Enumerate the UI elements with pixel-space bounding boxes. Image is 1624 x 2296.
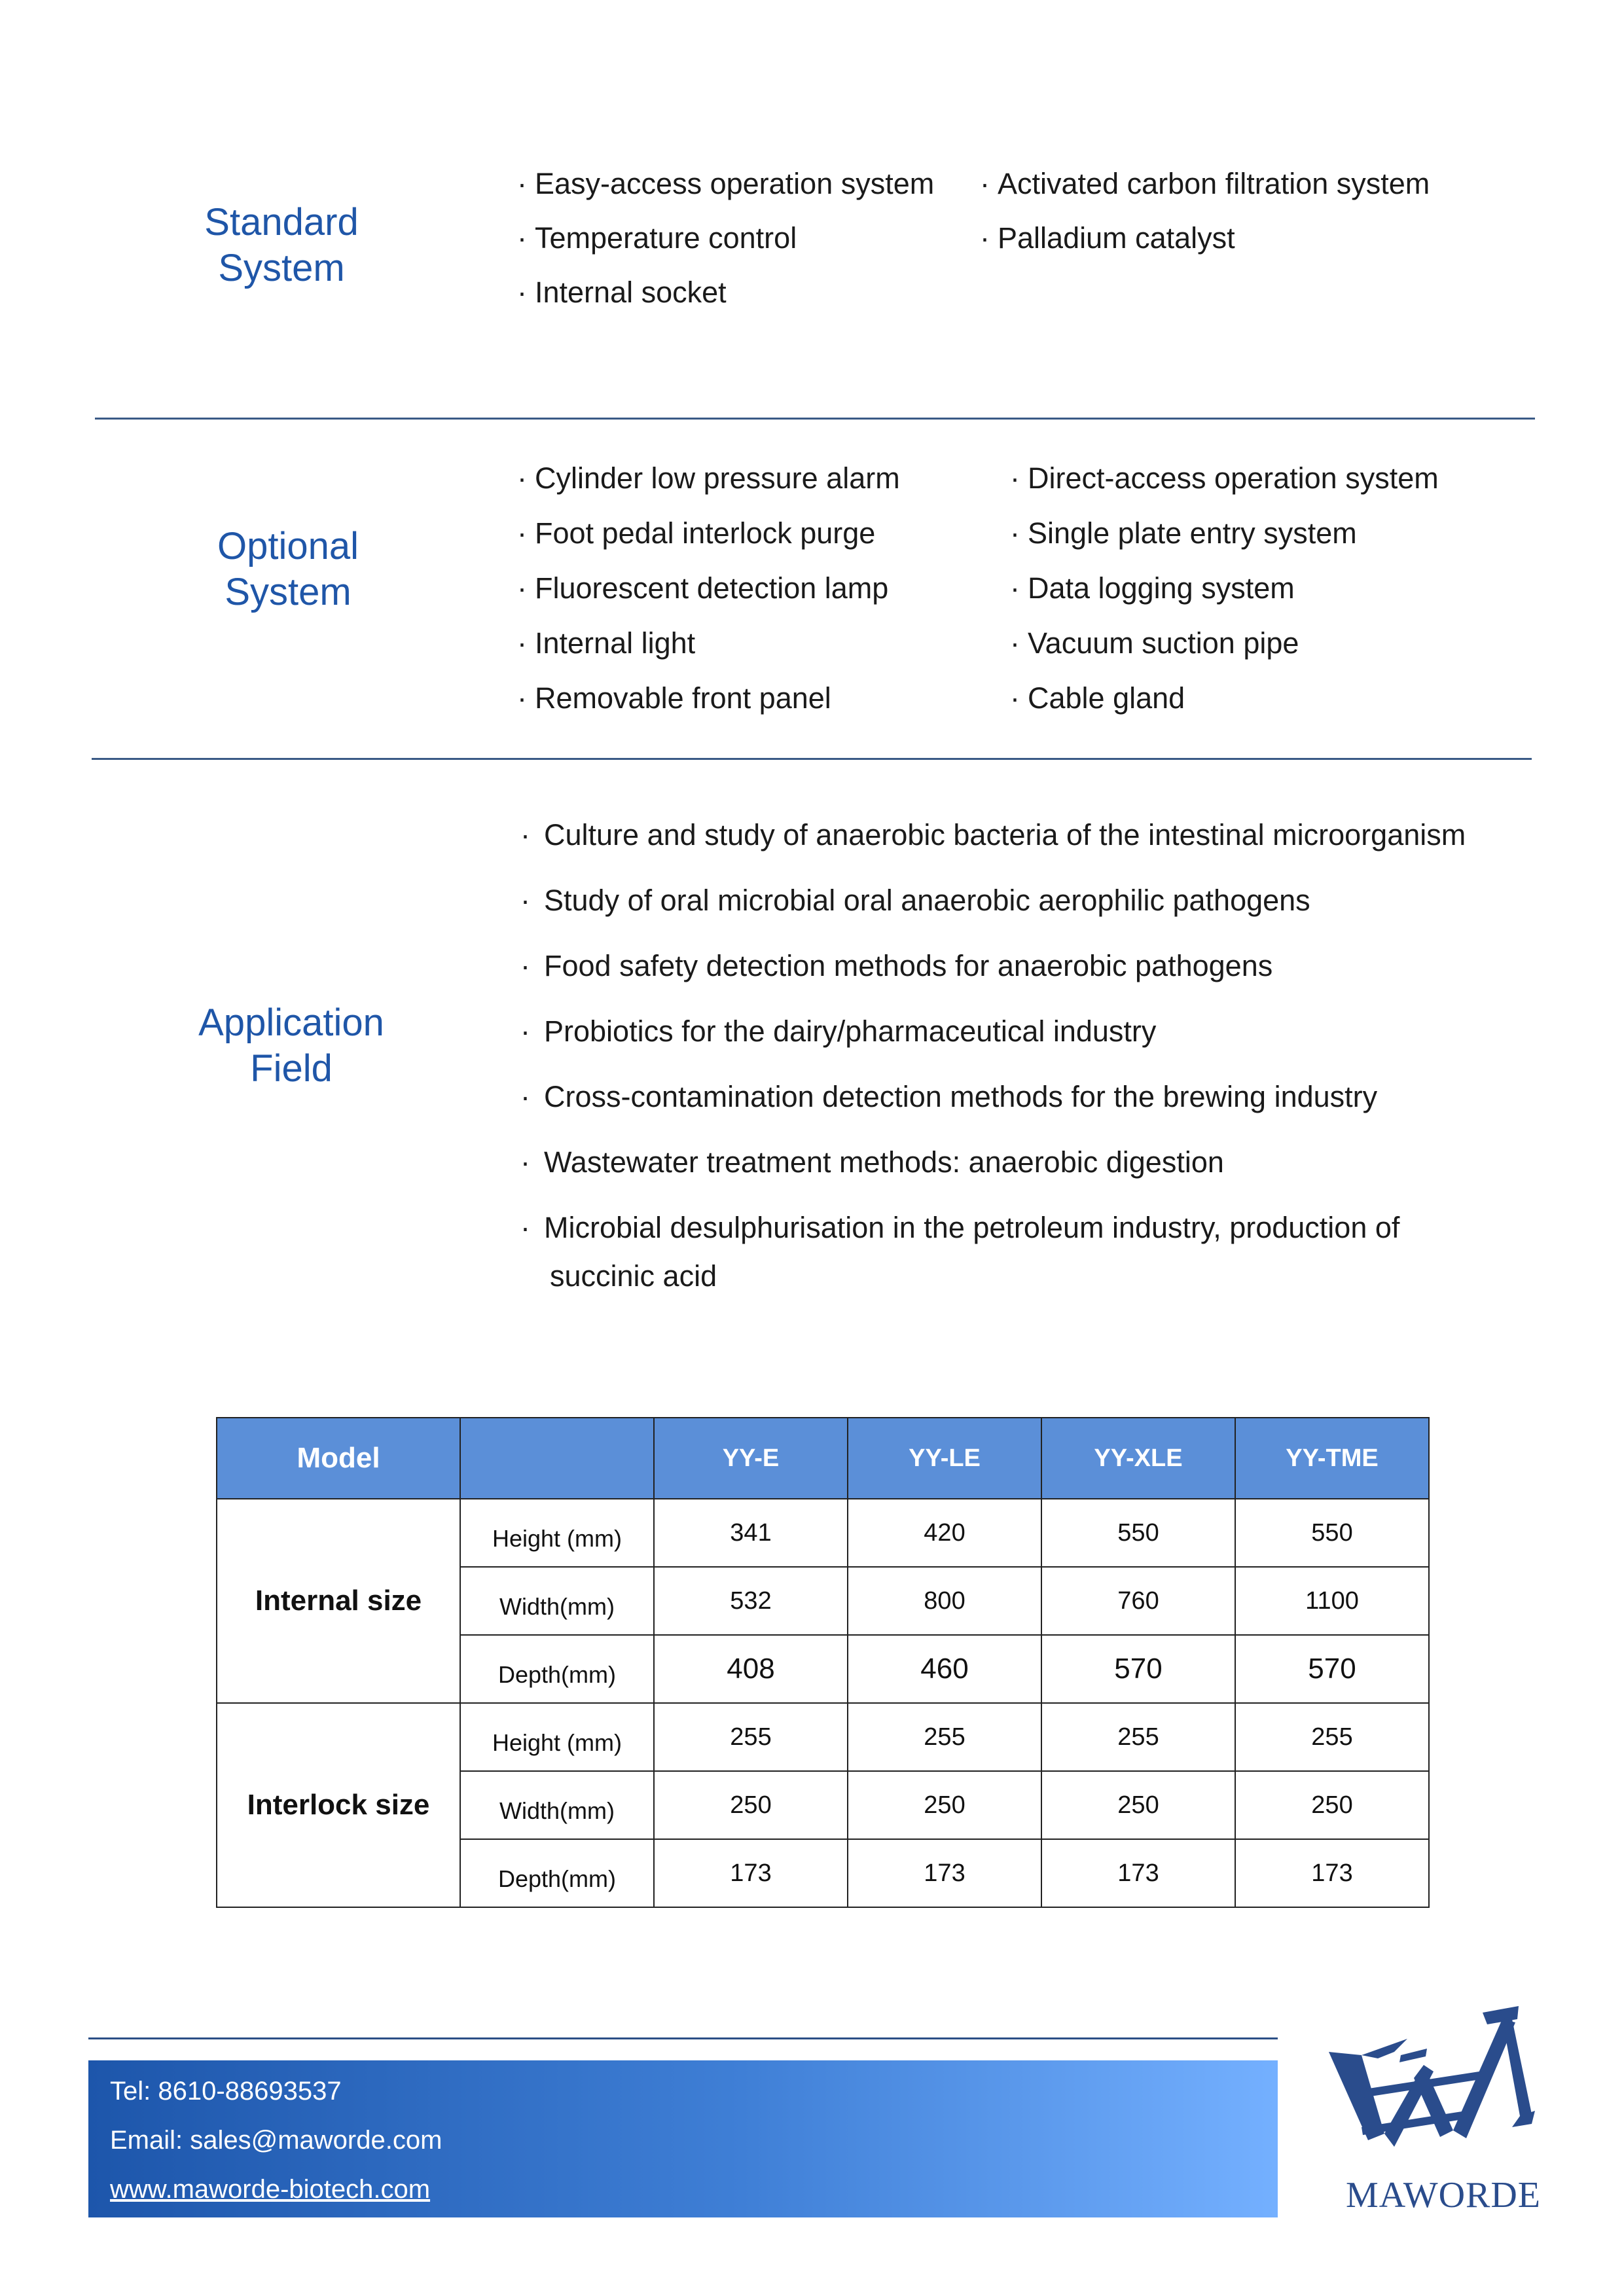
table-cell: 570 [1041,1635,1235,1703]
header-yy-tme: YY-TME [1235,1418,1429,1499]
section-divider [95,418,1535,420]
spec-table [216,1417,1430,1908]
footer-email[interactable]: Email: sales@maworde.com [110,2126,442,2155]
table-header-row [217,1418,1429,1499]
table-cell: 173 [1041,1839,1235,1907]
logo-wordmark: MAWORDE [1345,2175,1542,2215]
standard-item: · Activated carbon filtration system [980,167,1430,200]
table-cell: 532 [654,1567,848,1635]
optional-item: · Cable gland [1010,681,1185,715]
footer-divider [88,2037,1278,2039]
table-cell: 255 [654,1703,848,1771]
table-cell: 570 [1235,1635,1429,1703]
optional-item: · Direct-access operation system [1010,461,1439,495]
table-row [217,1703,1429,1771]
footer-tel: Tel: 8610-88693537 [110,2077,342,2106]
optional-item: · Data logging system [1010,571,1295,605]
table-cell: 255 [848,1703,1041,1771]
standard-system-heading: Standard System [204,201,359,289]
table-cell: 408 [654,1635,848,1703]
table-cell: 420 [848,1499,1041,1567]
table-cell: 250 [1041,1771,1235,1839]
table-cell: 550 [1041,1499,1235,1567]
header-yy-xle: YY-XLE [1041,1418,1235,1499]
application-item: · Microbial desulphurisation in the petroleum industry, production of succinic acid [520,1210,1399,1295]
optional-item: · Cylinder low pressure alarm [517,461,900,495]
table-cell: 800 [848,1567,1041,1635]
table-cell: 250 [1235,1771,1429,1839]
standard-item: · Temperature control [517,221,797,255]
application-item: · Study of oral microbial oral anaerobic aerophilic pathogens [520,884,1310,917]
application-item: · Cross-contamination detection methods for the brewing industry [520,1080,1378,1113]
group-interlock-size: Interlock size [217,1703,460,1907]
dimension-label: Width(mm) [460,1567,654,1635]
table-cell: 173 [848,1839,1041,1907]
header-yy-e: YY-E [654,1418,848,1499]
dimension-label: Height (mm) [460,1499,654,1567]
optional-item: · Foot pedal interlock purge [517,516,876,550]
table-cell: 255 [1235,1703,1429,1771]
optional-system-heading: Optional System [217,525,359,613]
table-cell: 250 [654,1771,848,1839]
dimension-label: Depth(mm) [460,1839,654,1907]
header-model: Model [217,1418,460,1499]
table-cell: 250 [848,1771,1041,1839]
standard-item: · Easy-access operation system [517,167,935,200]
dimension-label: Depth(mm) [460,1635,654,1703]
optional-item: · Removable front panel [517,681,831,715]
table-cell: 173 [1235,1839,1429,1907]
dimension-label: Height (mm) [460,1703,654,1771]
application-item: · Probiotics for the dairy/pharmaceutical industry [520,1014,1157,1048]
application-item: · Food safety detection methods for anaerobic pathogens [520,949,1273,982]
table-cell: 341 [654,1499,848,1567]
dimension-label: Width(mm) [460,1771,654,1839]
standard-item: · Palladium catalyst [980,221,1235,255]
table-cell: 173 [654,1839,848,1907]
optional-item: · Fluorescent detection lamp [517,571,889,605]
optional-item: · Vacuum suction pipe [1010,626,1299,660]
footer-website-link[interactable]: www.maworde-biotech.com [110,2175,431,2204]
table-row [217,1499,1429,1567]
table-cell: 550 [1235,1499,1429,1567]
table-cell: 255 [1041,1703,1235,1771]
optional-item: · Internal light [517,626,696,660]
section-divider [92,758,1532,760]
header-dimension [460,1418,654,1499]
application-item: · Culture and study of anaerobic bacteria of the intestinal microorganism [520,818,1466,852]
group-internal-size: Internal size [217,1499,460,1703]
application-item-continuation: succinic acid [550,1259,717,1293]
optional-item: · Single plate entry system [1010,516,1357,550]
standard-item: · Internal socket [517,276,727,309]
table-cell: 1100 [1235,1567,1429,1635]
table-cell: 760 [1041,1567,1235,1635]
table-cell: 460 [848,1635,1041,1703]
application-item: · Wastewater treatment methods: anaerobic digestion [520,1145,1224,1179]
application-field-heading: Application Field [198,1001,384,1090]
header-yy-le: YY-LE [848,1418,1041,1499]
